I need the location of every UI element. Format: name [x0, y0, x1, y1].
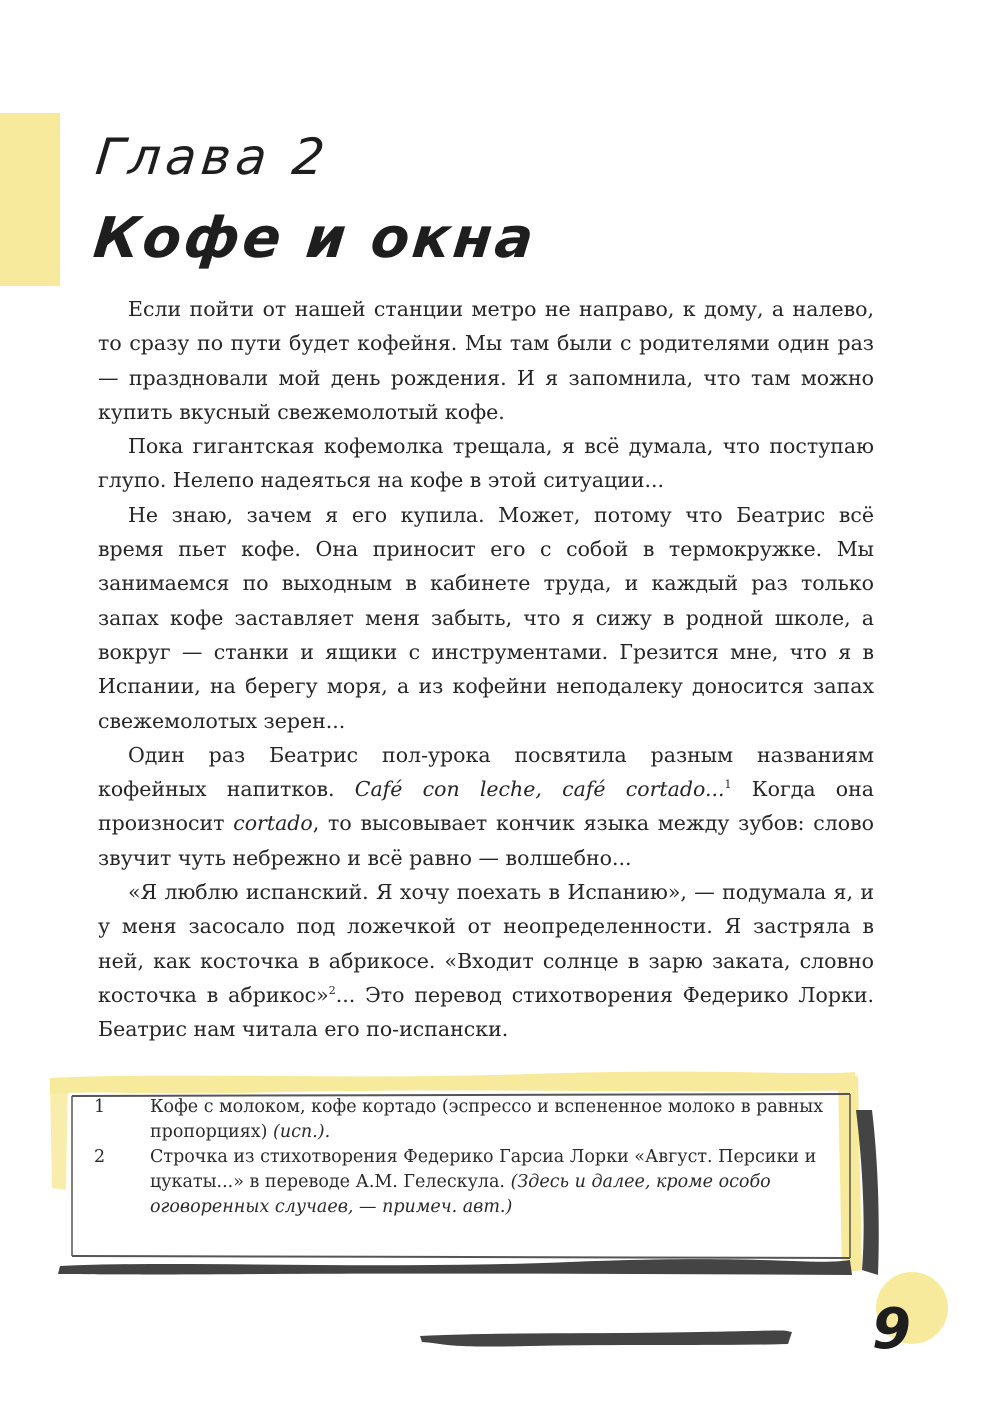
footnote-body: Кофе с молоком, кофе кортадо (эспрессо и вспененное молоко в равных пропорциях): [150, 1097, 824, 1142]
footnote-text: [150, 1145, 842, 1220]
footnote-body: Строчка из стихотворения Федерико Гарсиа Лорки «Август. Персики и цукаты...» в переводе А.М. Гелескула.: [150, 1147, 817, 1192]
footnotes: [74, 1095, 842, 1220]
paragraph-text: , то высовывает кончик языка между зубов: слово звучит чуть небрежно и всё равно — волшебно...: [98, 811, 875, 870]
page-number: 9: [872, 1297, 911, 1362]
footnote-ref: 2: [328, 984, 336, 998]
body-paragraph: [98, 738, 874, 875]
body-paragraph: [98, 292, 874, 429]
footnote-item: [74, 1095, 842, 1145]
footnote-note: (исп.).: [273, 1122, 331, 1142]
chapter-body: [98, 292, 874, 1047]
chapter-title: Кофе и окна: [90, 206, 540, 271]
footnote-ref: 1: [724, 778, 732, 792]
paragraph-text: Когда она произносит: [98, 777, 874, 836]
footnote-text: [150, 1095, 842, 1145]
body-paragraph: [98, 875, 874, 1046]
paragraph-text: Если пойти от нашей станции метро не направо, к дому, а налево, то сразу по пути будет кофейня. Мы там были с родителями один раз — праздновали мой день рождения. И я запомнила, что там можно купить вкусный свежемолотый кофе.: [98, 297, 874, 424]
footnote-number: 1: [94, 1097, 106, 1117]
body-paragraph: [98, 429, 874, 498]
paragraph-text: Не знаю, зачем я его купила. Может, потому что Беатрис всё время пьет кофе. Она приносит его с собой в термокружке. Мы занимаемся по выходным в кабинете труда, и каждый раз только запах кофе заставляет меня забыть, что я сижу в родной школе, а вокруг — станки и ящики с инструментами. Грезится мне, что я в Испании, на берегу моря, а из кофейни неподалеку доносится запах свежемолотых зерен...: [98, 502, 874, 733]
footnote-number: 2: [94, 1147, 106, 1167]
body-paragraph: [98, 498, 874, 738]
chapter-accent-bar: [0, 113, 60, 286]
chapter-number: Глава 2: [92, 128, 333, 186]
paragraph-text: Один раз Беатрис пол-урока посвятила разным названиям кофейных напитков.: [98, 742, 874, 802]
italic-term: Café con leche, café cortado...: [354, 777, 725, 802]
footnote-item: [74, 1145, 842, 1220]
footnote-note: (Здесь и далее, кроме особо оговоренных случаев, — примеч. авт.): [150, 1172, 771, 1217]
paragraph-text: ... Это перевод стихотворения Федерико Лорки. Беатрис нам читала его по-испански.: [98, 982, 874, 1042]
paragraph-text: «Я люблю испанский. Я хочу поехать в Испанию», — подумала я, и у меня засосало под ложечкой от неопределенности. Я застряла в ней, как косточка в абрикосе. «Входит солнце в зарю заката, словно косточка в абрикос»: [98, 880, 874, 1007]
italic-term: cortado: [233, 811, 313, 836]
paragraph-text: Пока гигантская кофемолка трещала, я всё думала, что поступаю глупо. Нелепо надеяться на кофе в этой ситуации...: [98, 434, 874, 493]
brush-stroke-bottom: [420, 1324, 800, 1350]
